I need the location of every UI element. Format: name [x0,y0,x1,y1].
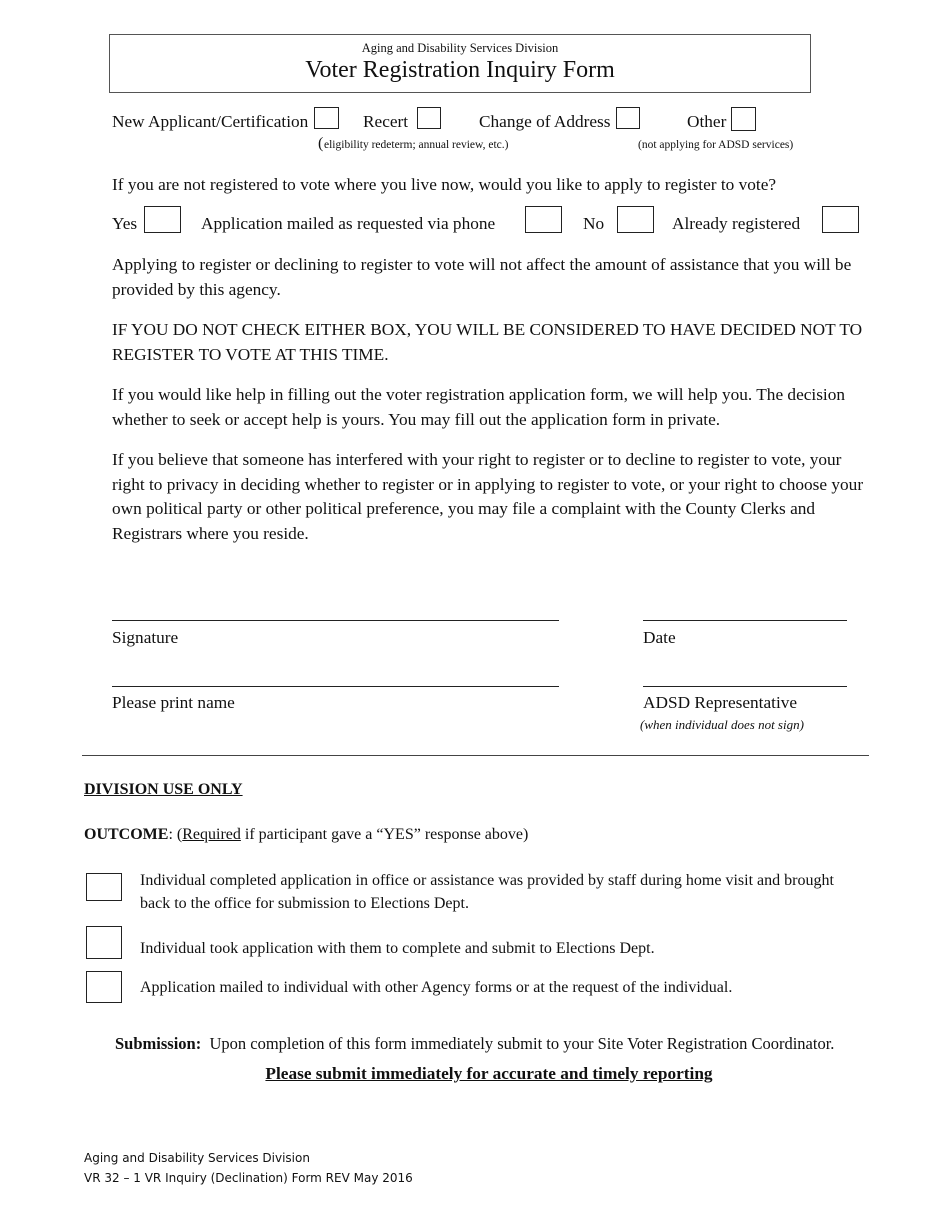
outcome-checkbox-3[interactable] [86,971,122,1003]
complaint-paragraph: If you believe that someone has interfered with your right to register or to decline to register to vote, your right to privacy in deciding whether to register or in applying to register to vote, or your right to choose your own political party or other political preference, you may file a complaint with the County Clerks and Registrars where you reside. [112,450,864,543]
no-checkbox[interactable] [617,206,654,233]
register-question: If you are not registered to vote where you live now, would you like to apply to register to vote? [112,175,777,194]
new-applicant-label: New Applicant/Certification [112,112,309,131]
form-title: Voter Registration Inquiry Form [305,57,615,83]
recert-label: Recert [363,112,409,131]
other-note: (not applying for ADSD services) [638,139,794,151]
footer-form-id: VR 32 – 1 VR Inquiry (Declination) Form REV May 2016 [84,1171,413,1185]
signature-line[interactable] [112,620,559,621]
footer-division: Aging and Disability Services Division [84,1151,310,1165]
outcome-colon: : ( [168,826,183,843]
other-label: Other [687,112,727,131]
submission-label: Submission: [115,1034,202,1053]
division-use-heading: DIVISION USE ONLY [84,781,243,798]
rep-label: ADSD Representative [643,693,798,712]
date-label: Date [643,628,676,647]
submission-text: Upon completion of this form immediately submit to your Site Voter Registration Coordinator. [209,1034,835,1053]
header-division: Aging and Disability Services Division [361,41,559,55]
outcome-rest: if participant gave a “YES” response above) [240,826,529,843]
form-header [109,34,811,93]
rep-line[interactable] [643,686,847,687]
outcome-option-2: Individual took application with them to complete and submit to Elections Dept. [140,940,655,957]
outcome-checkbox-2[interactable] [86,926,122,959]
new-applicant-checkbox[interactable] [314,107,339,129]
submission-line [115,1034,834,1054]
required-label: Required [182,826,241,843]
mailed-label: Application mailed as requested via phone [201,214,496,233]
outcome-checkbox-1[interactable] [86,873,122,901]
yes-checkbox[interactable] [144,206,181,233]
warning-paragraph: IF YOU DO NOT CHECK EITHER BOX, YOU WILL BE CONSIDERED TO HAVE DECIDED NOT TO REGISTER TO VOTE AT THIS TIME. [112,320,863,364]
recert-note-paren: ( [318,135,324,152]
recert-note: eligibility redeterm; annual review, etc.) [324,139,509,151]
outcome-option-3: Application mailed to individual with other Agency forms or at the request of the individual. [140,979,733,996]
date-line[interactable] [643,620,847,621]
rep-note: (when individual does not sign) [640,717,804,732]
change-address-label: Change of Address [479,112,611,131]
yes-label: Yes [112,214,138,233]
outcome-line [84,826,528,844]
outcome-label: OUTCOME [84,826,169,843]
print-name-label: Please print name [112,693,235,712]
mailed-checkbox[interactable] [525,206,562,233]
other-checkbox[interactable] [731,107,756,131]
print-name-line[interactable] [112,686,559,687]
outcome-option-1: Individual completed application in office or assistance was provided by staff during home visit and brought back to the office for submission to Elections Dept. [140,872,834,912]
assistance-paragraph: Applying to register or declining to register to vote will not affect the amount of assistance that you will be provided by this agency. [112,255,852,299]
submission-emphasis: Please submit immediately for accurate and timely reporting [265,1064,713,1083]
already-registered-label: Already registered [672,214,801,233]
change-address-checkbox[interactable] [616,107,640,129]
recert-checkbox[interactable] [417,107,441,129]
already-registered-checkbox[interactable] [822,206,859,233]
section-divider [82,755,869,756]
signature-label: Signature [112,628,179,647]
no-label: No [583,214,605,233]
help-paragraph: If you would like help in filling out the voter registration application form, we will help you. The decision whether to seek or accept help is yours. You may fill out the application form in private. [112,385,846,429]
